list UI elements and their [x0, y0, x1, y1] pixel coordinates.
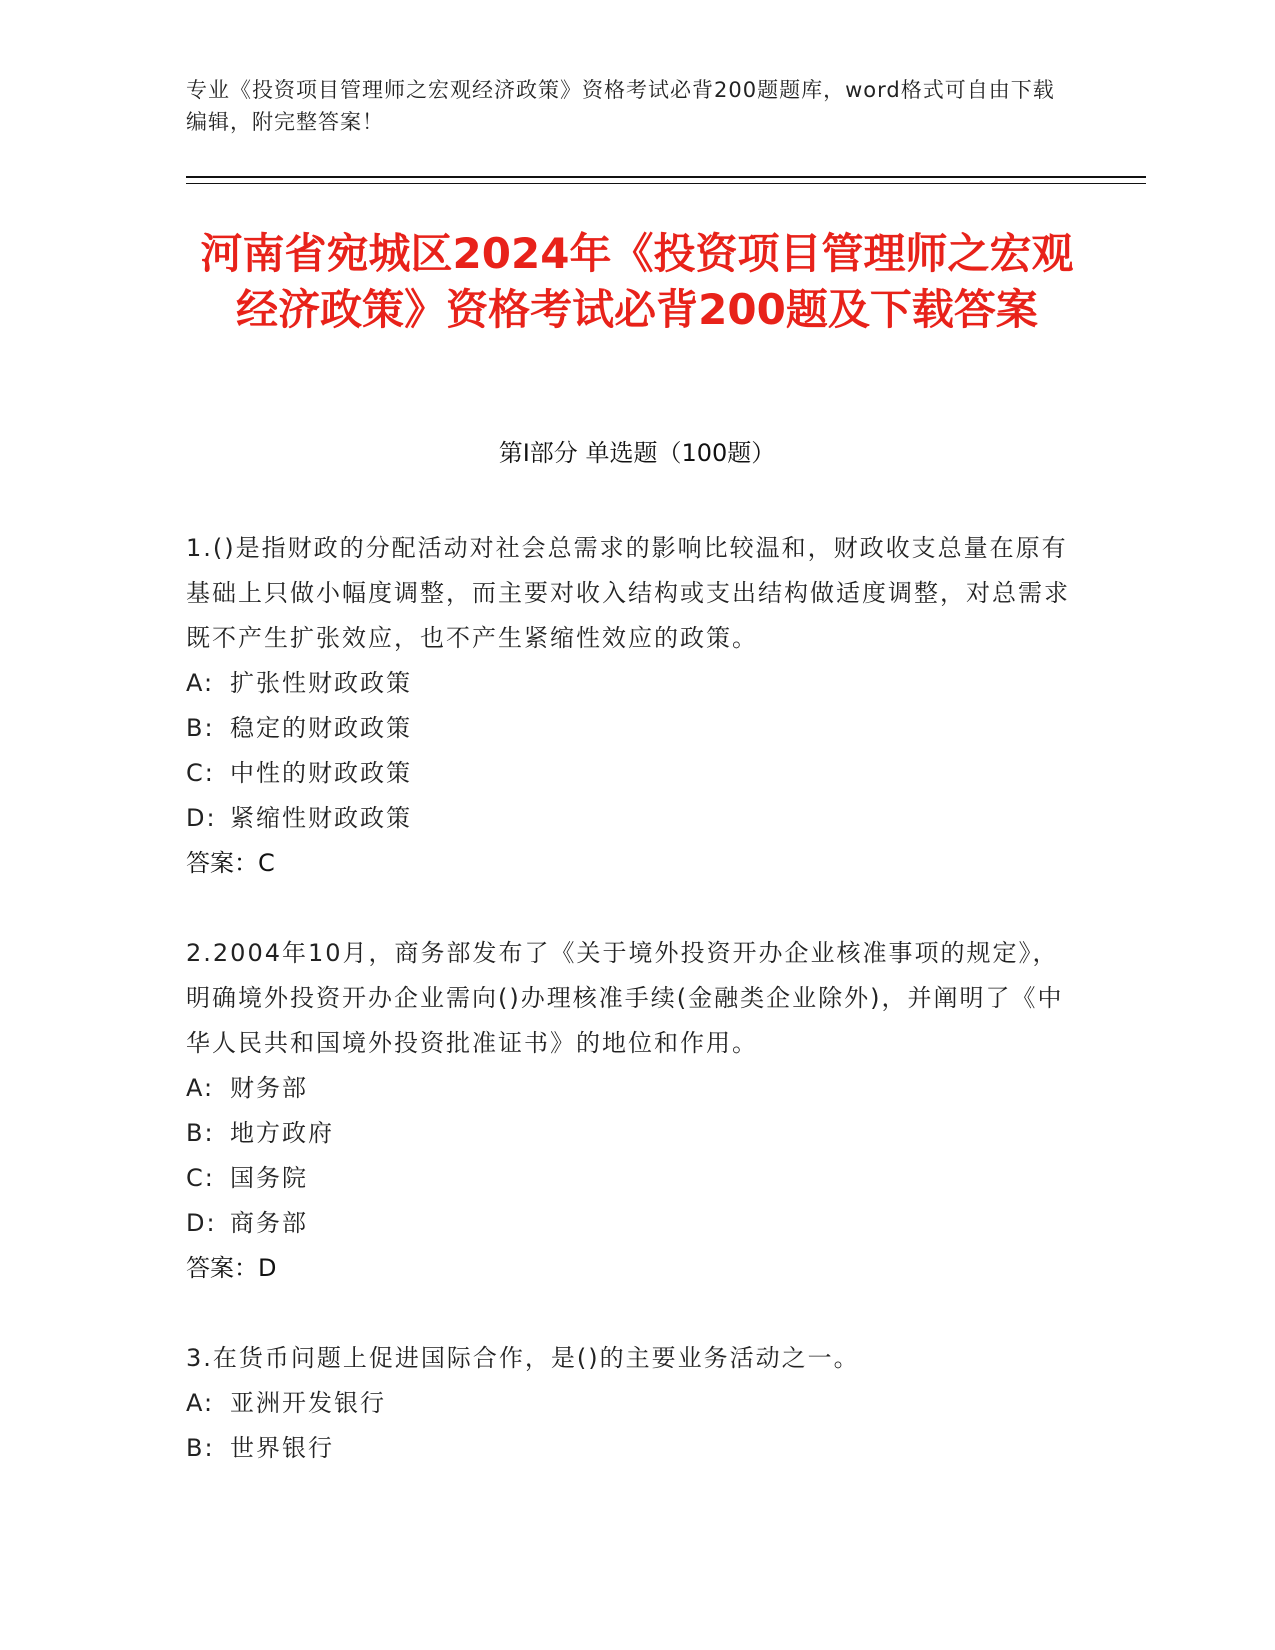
- question-stem: 3.在货币问题上促进国际合作，是()的主要业务活动之一。: [186, 1344, 860, 1372]
- header-note: 专业《投资项目管理师之宏观经济政策》资格考试必背200题题库，word格式可自由下载编辑，附完整答案！: [186, 78, 1055, 134]
- question-3: [186, 1336, 1076, 1471]
- question-list: [186, 526, 1076, 1516]
- option-letter: B:: [186, 1119, 215, 1147]
- option-letter: B:: [186, 714, 215, 742]
- option-letter: B:: [186, 1434, 215, 1462]
- answer-line: 答案：C: [186, 849, 275, 877]
- answer-line: 答案：D: [186, 1254, 277, 1282]
- option-a: [186, 1381, 1076, 1426]
- option-d: [186, 796, 1076, 841]
- question-stem: 1.()是指财政的分配活动对社会总需求的影响比较温和，财政收支总量在原有基础上只做小幅度调整，而主要对收入结构或支出结构做适度调整，对总需求既不产生扩张效应，也不产生紧缩性效应的政策。: [186, 534, 1070, 652]
- option-letter: D:: [186, 1209, 217, 1237]
- option-c: [186, 751, 1076, 796]
- option-b: [186, 1111, 1076, 1156]
- option-b: [186, 1426, 1076, 1471]
- option-text: 地方政府: [230, 1119, 334, 1147]
- option-letter: C:: [186, 1164, 215, 1192]
- option-text: 世界银行: [230, 1434, 334, 1462]
- option-text: 财务部: [230, 1074, 308, 1102]
- option-text: 国务院: [230, 1164, 308, 1192]
- header-rule-thin: [186, 183, 1146, 184]
- document-title: 河南省宛城区2024年《投资项目管理师之宏观经济政策》资格考试必背200题及下载答案: [200, 229, 1074, 334]
- option-c: [186, 1156, 1076, 1201]
- option-a: [186, 661, 1076, 706]
- option-letter: A:: [186, 1074, 215, 1102]
- option-letter: C:: [186, 759, 215, 787]
- question-stem: 2.2004年10月，商务部发布了《关于境外投资开办企业核准事项的规定》，明确境外投资开办企业需向()办理核准手续(金融类企业除外)，并阐明了《中华人民共和国境外投资批准证书》的地位和作用。: [186, 939, 1064, 1057]
- option-text: 亚洲开发银行: [230, 1389, 386, 1417]
- option-text: 稳定的财政政策: [230, 714, 412, 742]
- option-text: 商务部: [230, 1209, 308, 1237]
- option-letter: A:: [186, 669, 215, 697]
- option-letter: A:: [186, 1389, 215, 1417]
- option-text: 扩张性财政政策: [230, 669, 412, 697]
- option-b: [186, 706, 1076, 751]
- question-1: [186, 526, 1076, 886]
- question-2: [186, 931, 1076, 1291]
- option-text: 紧缩性财政政策: [230, 804, 412, 832]
- header-rule-thick: [186, 176, 1146, 178]
- section-title: 第I部分 单选题（100题）: [498, 439, 776, 467]
- option-d: [186, 1201, 1076, 1246]
- option-a: [186, 1066, 1076, 1111]
- option-letter: D:: [186, 804, 217, 832]
- option-text: 中性的财政政策: [230, 759, 412, 787]
